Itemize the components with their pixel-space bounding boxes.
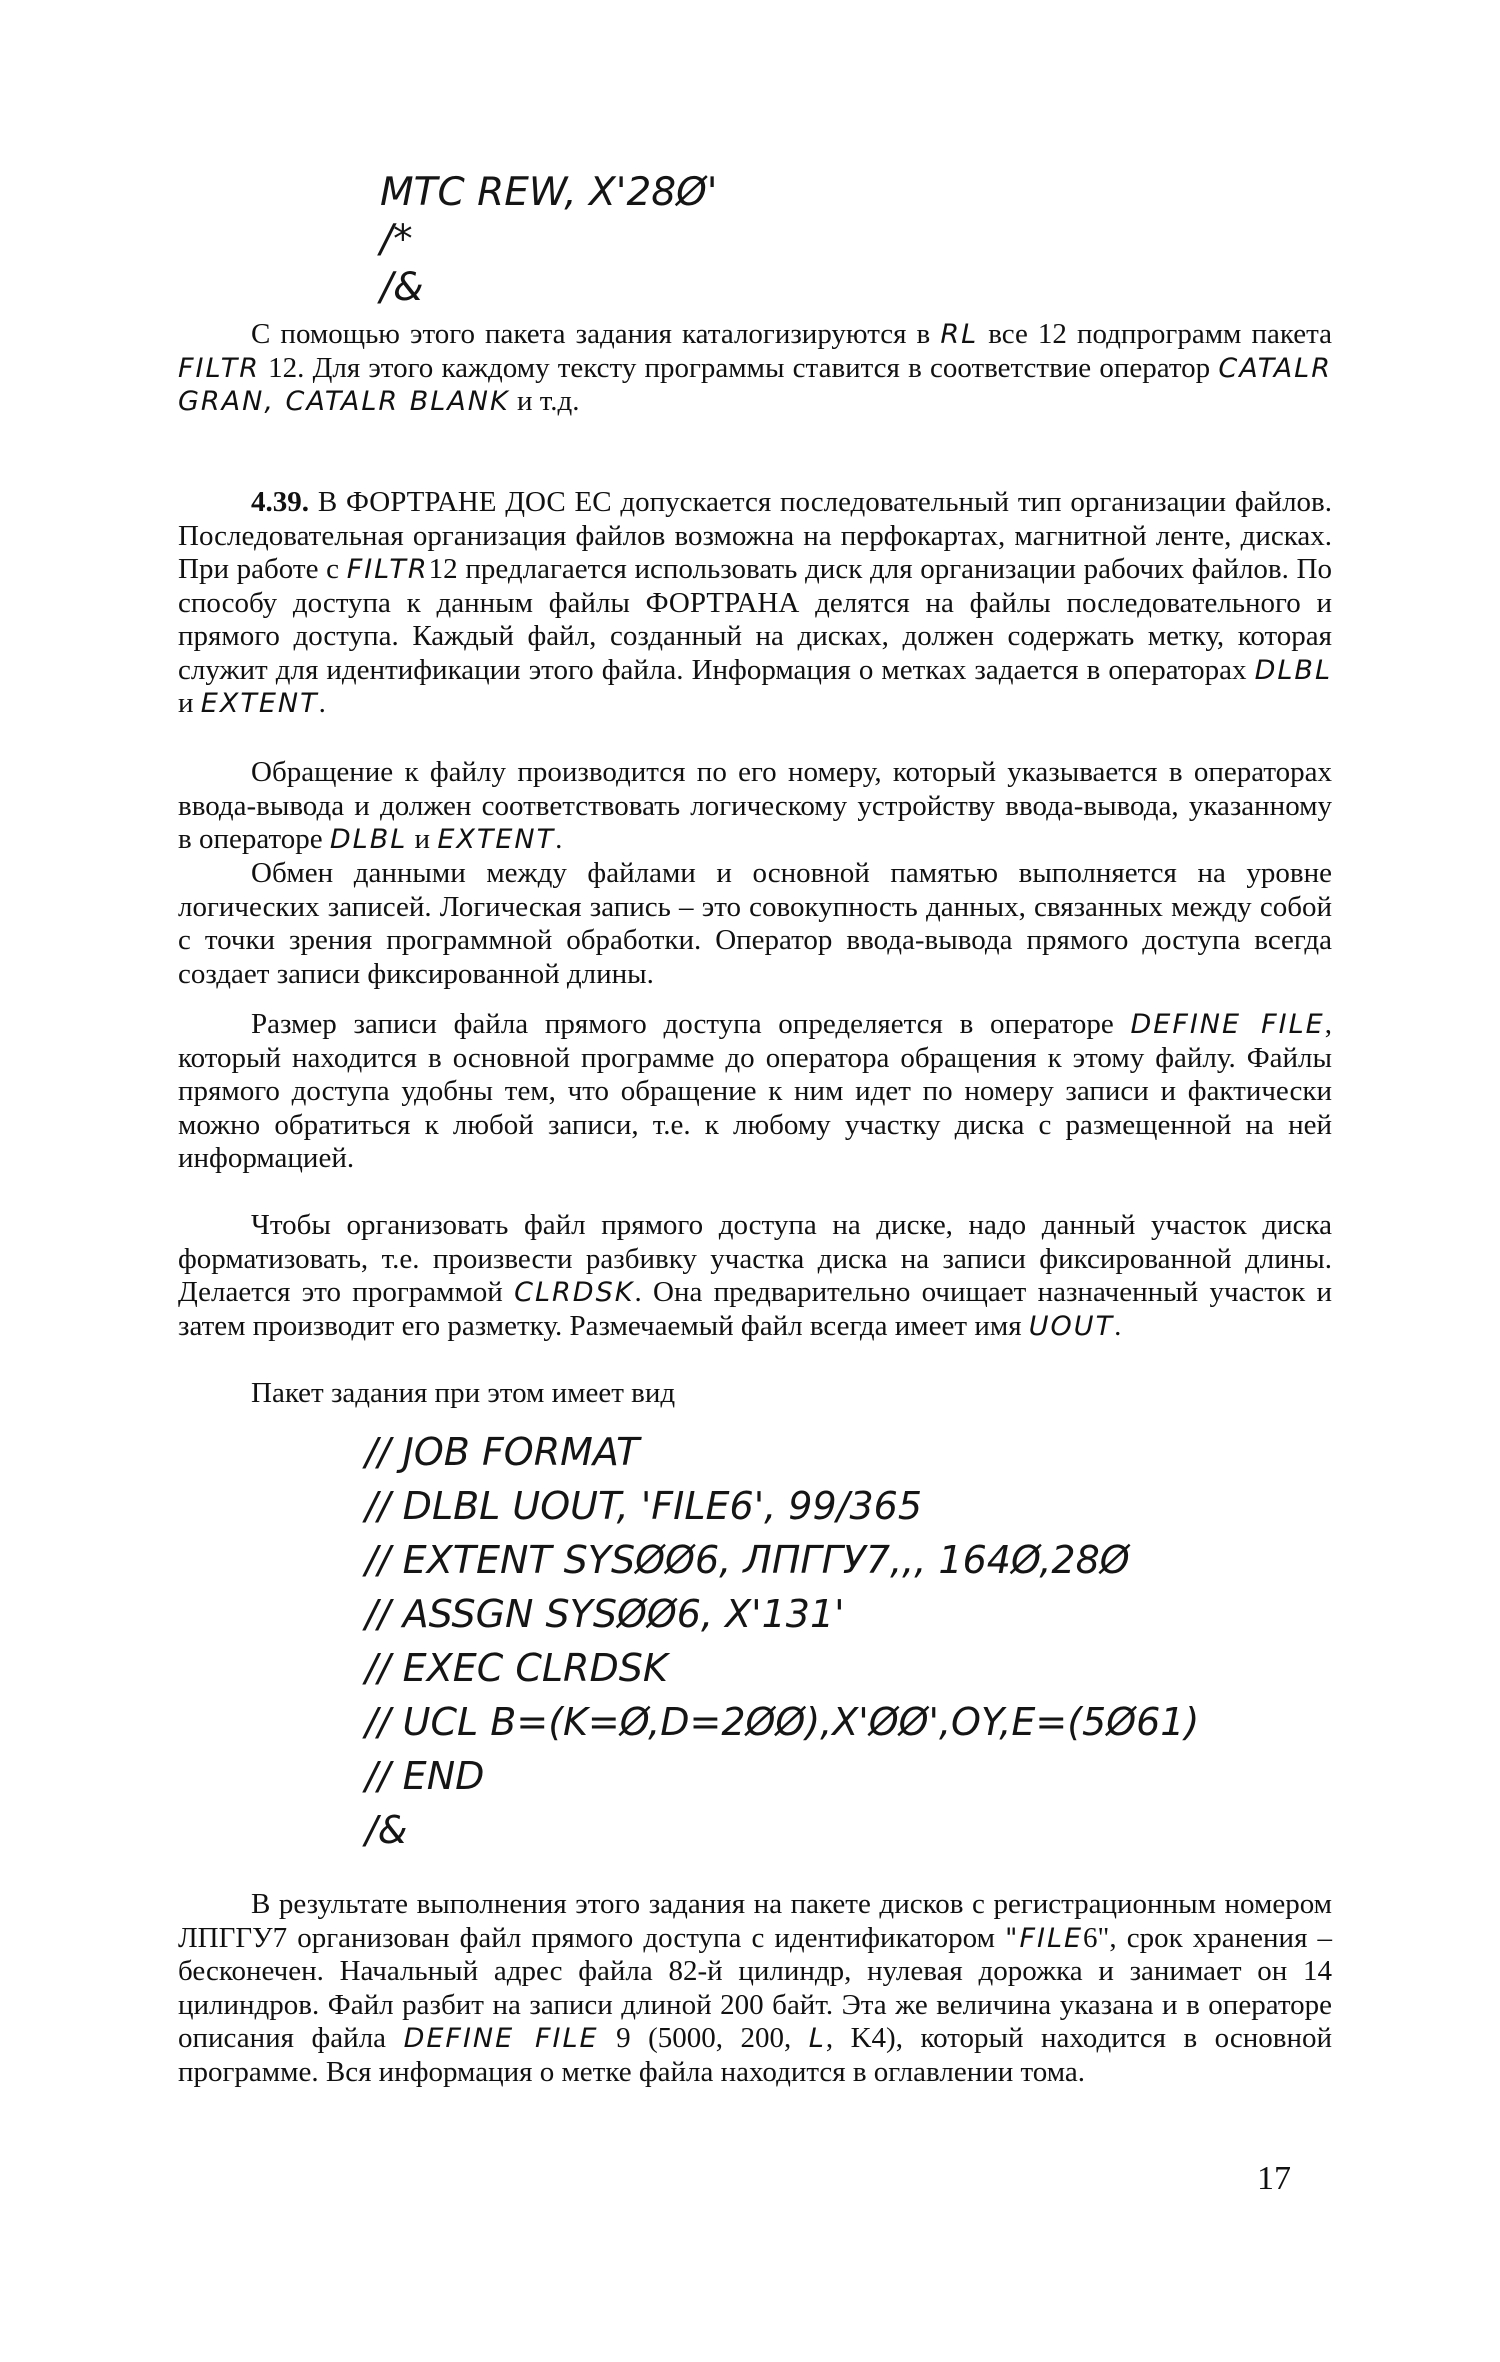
code-term: RL	[940, 319, 979, 350]
text: .	[555, 823, 563, 855]
text: , который находится в основной программе до оператора обращения к этому файлу. Файлы прямого доступа удобны тем, что обращение к ним идет по номеру записи и фактически можно обратиться к любой записи, т.е. к любому участку диска с размещенной на ней информацией.	[178, 1008, 1332, 1174]
text: 12 предлагается использовать диск для организации рабочих файлов. По способу доступа к данным файлы ФОРТРАНА делятся на файлы последовательного и прямого доступа. Каждый файл, созданный на дисках, должен содержать метку, которая служит для идентификации этого файла. Информация о метках задается в операторах	[178, 553, 1332, 686]
text: и	[178, 687, 201, 719]
text: 9 (5000, 200,	[598, 2022, 809, 2054]
job-line: // ASSGN SYSØØ6, X'131'	[365, 1592, 845, 1636]
text: С помощью этого пакета задания каталогизируются в	[251, 318, 941, 350]
text: .	[1114, 1309, 1122, 1342]
paragraph-3	[178, 756, 1332, 857]
paragraph-5	[178, 1008, 1332, 1176]
paragraph-1	[178, 318, 1332, 419]
code-line: /&	[380, 265, 424, 310]
code-line: /*	[380, 217, 413, 262]
code-term: FILTR	[346, 554, 429, 585]
code-term: L	[808, 2023, 826, 2054]
text: В ФОРТРАНЕ ДОС ЕС допускается последовательный тип организации файлов. Последовательная организация файлов возможна на перфокартах, магнитной ленте, дисках. При работе с	[178, 486, 1332, 585]
job-line: // END	[365, 1754, 485, 1798]
code-term: DEFINE FILE	[1130, 1009, 1325, 1040]
code-term: CLRDSK	[514, 1277, 635, 1308]
page-number: 17	[1257, 2160, 1291, 2197]
text: , K4), который находится в основной программе. Вся информация о метке файла находится в оглавлении тома.	[178, 2022, 1333, 2088]
text: все 12 подпрограмм пакета	[978, 318, 1333, 350]
code-term: DLBL	[329, 824, 408, 855]
text: 12. Для этого каждому тексту программы ставится в соответствие оператор	[259, 351, 1219, 384]
job-line: // JOB FORMAT	[365, 1430, 640, 1474]
job-line: // EXEC CLRDSK	[365, 1646, 668, 1690]
paragraph-8	[178, 1888, 1332, 2089]
paragraph-4: Обмен данными между файлами и основной памятью выполняется на уровне логических записей. Логическая запись – это совокупность данных, связанных между собой с точки зрения программной обработки. Оператор ввода-вывода прямого доступа всегда создает записи фиксированной длины.	[178, 857, 1332, 990]
code-line: MTC REW, X'28Ø'	[380, 170, 718, 215]
code-term: EXTENT	[437, 824, 556, 855]
text: В результате выполнения этого задания на пакете дисков с регистрационным номером ЛПГГУ7 организован файл прямого доступа с идентификатором	[178, 1888, 1332, 1954]
paragraph-section-4-39	[178, 486, 1332, 721]
text: Размер записи файла прямого доступа определяется в операторе	[251, 1008, 1131, 1040]
code-term: UOUT	[1028, 1310, 1115, 1342]
job-line: /&	[365, 1808, 408, 1852]
text: Обращение к файлу производится по его номеру, который указывается в операторах ввода-вывода и должен соответствовать логическому устройству ввода-вывода, указанному в операторе	[178, 756, 1332, 855]
code-term: "FILE	[1005, 1922, 1084, 1954]
code-term: DEFINE FILE	[403, 2023, 599, 2054]
code-term: CATALR GRAN, CATALR BLANK	[178, 352, 1332, 417]
text: и т.д.	[509, 385, 580, 417]
code-term: DLBL	[1254, 654, 1332, 686]
text: . Она предварительно очищает назначенный участок и затем производит его разметку. Размечаемый файл всегда имеет имя	[178, 1276, 1332, 1342]
code-term: EXTENT	[200, 688, 319, 719]
section-number: 4.39.	[251, 486, 309, 518]
text: .	[318, 687, 326, 719]
text: и	[407, 823, 438, 855]
paragraph-7: Пакет задания при этом имеет вид	[251, 1377, 676, 1409]
text: 6", срок хранения – бесконечен. Начальный адрес файла 82-й цилиндр, нулевая дорожка и занимает он 14 цилиндров. Файл разбит на записи длиной 200 байт. Эта же величина указана и в операторе описания файла	[178, 1921, 1332, 2054]
text: Чтобы организовать файл прямого доступа на диске, надо данный участок диска форматизовать, т.е. произвести разбивку участка диска на записи фиксированной длины. Делается это программой	[178, 1209, 1332, 1308]
job-line: // EXTENT SYSØØ6, ЛПГГУ7,,, 164Ø,28Ø	[365, 1538, 1130, 1582]
paragraph-6	[178, 1209, 1332, 1343]
job-line: // DLBL UOUT, 'FILE6', 99/365	[365, 1484, 922, 1528]
job-line: // UCL B=(K=Ø,D=2ØØ),X'ØØ',OY,E=(5Ø61)	[365, 1700, 1200, 1744]
code-term: FILTR	[178, 352, 260, 384]
